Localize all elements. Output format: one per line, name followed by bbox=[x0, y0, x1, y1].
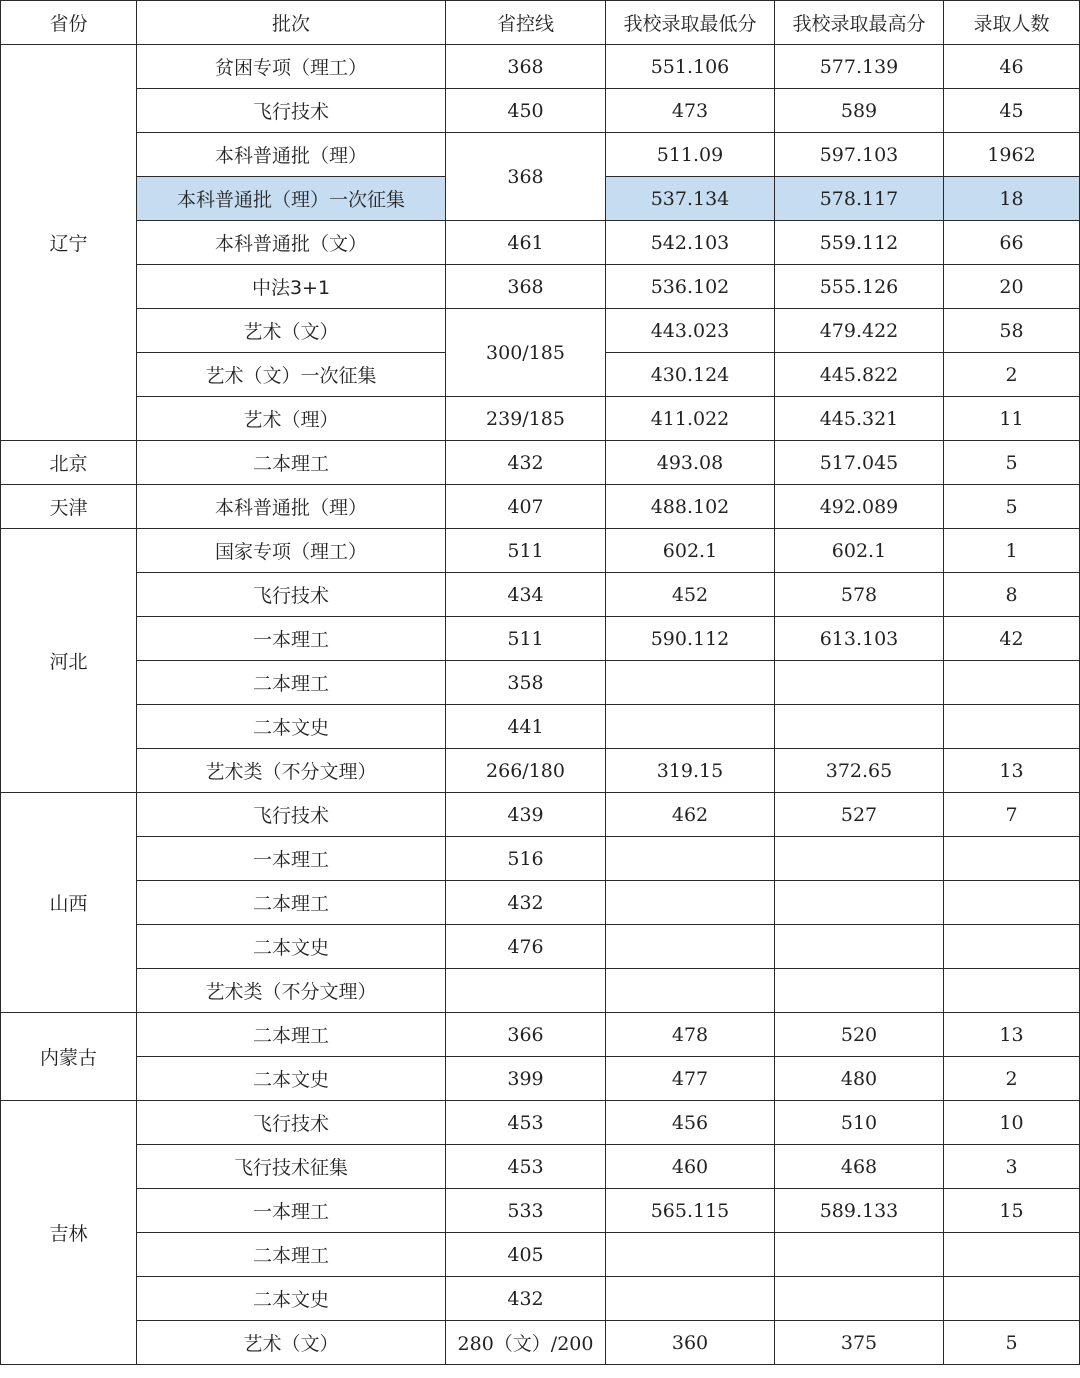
count-cell: 8 bbox=[944, 573, 1080, 617]
batch-cell: 一本理工 bbox=[137, 837, 446, 881]
table-row bbox=[1, 89, 1080, 133]
control-line-cell: 453 bbox=[446, 1101, 606, 1145]
max-score-cell: 578.117 bbox=[775, 177, 944, 221]
count-cell: 42 bbox=[944, 617, 1080, 661]
control-line-cell: 432 bbox=[446, 1277, 606, 1321]
max-score-cell: 445.822 bbox=[775, 353, 944, 397]
batch-cell: 艺术（文） bbox=[137, 1321, 446, 1365]
count-cell: 11 bbox=[944, 397, 1080, 441]
table-row bbox=[1, 1189, 1080, 1233]
table-row bbox=[1, 573, 1080, 617]
batch-cell: 本科普通批（理） bbox=[137, 133, 446, 177]
min-score-cell: 511.09 bbox=[606, 133, 775, 177]
header-row bbox=[1, 1, 1080, 45]
province-cell-neimenggu: 内蒙古 bbox=[1, 1013, 137, 1101]
table-row bbox=[1, 881, 1080, 925]
max-score-cell bbox=[775, 969, 944, 1013]
batch-cell: 二本文史 bbox=[137, 1057, 446, 1101]
max-score-cell: 480 bbox=[775, 1057, 944, 1101]
batch-cell: 国家专项（理工） bbox=[137, 529, 446, 573]
batch-cell: 飞行技术 bbox=[137, 793, 446, 837]
batch-cell: 本科普通批（理）一次征集 bbox=[137, 177, 446, 221]
control-line-cell: 432 bbox=[446, 441, 606, 485]
count-cell bbox=[944, 705, 1080, 749]
min-score-cell: 536.102 bbox=[606, 265, 775, 309]
count-cell: 18 bbox=[944, 177, 1080, 221]
count-cell bbox=[944, 1233, 1080, 1277]
control-line-cell: 280（文）/200 bbox=[446, 1321, 606, 1365]
control-line-cell: 366 bbox=[446, 1013, 606, 1057]
batch-cell: 二本文史 bbox=[137, 705, 446, 749]
max-score-cell: 492.089 bbox=[775, 485, 944, 529]
min-score-cell: 602.1 bbox=[606, 529, 775, 573]
count-cell: 10 bbox=[944, 1101, 1080, 1145]
table-row bbox=[1, 529, 1080, 573]
table-row bbox=[1, 617, 1080, 661]
min-score-cell: 551.106 bbox=[606, 45, 775, 89]
max-score-cell bbox=[775, 705, 944, 749]
province-cell-liaoning: 辽宁 bbox=[1, 45, 137, 441]
count-cell: 66 bbox=[944, 221, 1080, 265]
count-cell: 5 bbox=[944, 1321, 1080, 1365]
min-score-cell bbox=[606, 661, 775, 705]
control-line-cell: 368 bbox=[446, 133, 606, 221]
control-line-cell: 511 bbox=[446, 529, 606, 573]
max-score-cell: 589 bbox=[775, 89, 944, 133]
min-score-cell: 477 bbox=[606, 1057, 775, 1101]
province-cell-shanxi: 山西 bbox=[1, 793, 137, 1013]
max-score-cell: 375 bbox=[775, 1321, 944, 1365]
header-min-score: 我校录取最低分 bbox=[606, 1, 775, 45]
max-score-cell: 559.112 bbox=[775, 221, 944, 265]
max-score-cell bbox=[775, 837, 944, 881]
control-line-cell: 511 bbox=[446, 617, 606, 661]
min-score-cell: 542.103 bbox=[606, 221, 775, 265]
batch-cell: 二本理工 bbox=[137, 441, 446, 485]
table-row bbox=[1, 397, 1080, 441]
province-cell-tianjin: 天津 bbox=[1, 485, 137, 529]
min-score-cell: 360 bbox=[606, 1321, 775, 1365]
batch-cell: 二本理工 bbox=[137, 881, 446, 925]
control-line-cell: 476 bbox=[446, 925, 606, 969]
min-score-cell: 493.08 bbox=[606, 441, 775, 485]
control-line-cell bbox=[446, 969, 606, 1013]
count-cell: 3 bbox=[944, 1145, 1080, 1189]
min-score-cell: 478 bbox=[606, 1013, 775, 1057]
count-cell: 1962 bbox=[944, 133, 1080, 177]
min-score-cell bbox=[606, 925, 775, 969]
control-line-cell: 407 bbox=[446, 485, 606, 529]
count-cell: 58 bbox=[944, 309, 1080, 353]
table-row bbox=[1, 265, 1080, 309]
max-score-cell: 520 bbox=[775, 1013, 944, 1057]
table-row bbox=[1, 133, 1080, 177]
control-line-cell: 450 bbox=[446, 89, 606, 133]
batch-cell: 二本理工 bbox=[137, 1013, 446, 1057]
province-cell-beijing: 北京 bbox=[1, 441, 137, 485]
control-line-cell: 300/185 bbox=[446, 309, 606, 397]
count-cell: 45 bbox=[944, 89, 1080, 133]
table-row bbox=[1, 969, 1080, 1013]
control-line-cell: 434 bbox=[446, 573, 606, 617]
table-row bbox=[1, 1057, 1080, 1101]
count-cell: 15 bbox=[944, 1189, 1080, 1233]
table-row bbox=[1, 1321, 1080, 1365]
table-row bbox=[1, 1145, 1080, 1189]
batch-cell: 本科普通批（理） bbox=[137, 485, 446, 529]
province-cell-jilin: 吉林 bbox=[1, 1101, 137, 1365]
max-score-cell: 517.045 bbox=[775, 441, 944, 485]
max-score-cell: 468 bbox=[775, 1145, 944, 1189]
table-row bbox=[1, 45, 1080, 89]
max-score-cell: 527 bbox=[775, 793, 944, 837]
table-row bbox=[1, 925, 1080, 969]
max-score-cell: 602.1 bbox=[775, 529, 944, 573]
batch-cell: 艺术类（不分文理） bbox=[137, 969, 446, 1013]
table-row bbox=[1, 1277, 1080, 1321]
batch-cell: 本科普通批（文） bbox=[137, 221, 446, 265]
count-cell: 5 bbox=[944, 485, 1080, 529]
batch-cell: 二本理工 bbox=[137, 1233, 446, 1277]
max-score-cell: 372.65 bbox=[775, 749, 944, 793]
count-cell bbox=[944, 1277, 1080, 1321]
min-score-cell: 473 bbox=[606, 89, 775, 133]
min-score-cell: 460 bbox=[606, 1145, 775, 1189]
batch-cell: 艺术（文） bbox=[137, 309, 446, 353]
control-line-cell: 439 bbox=[446, 793, 606, 837]
max-score-cell: 597.103 bbox=[775, 133, 944, 177]
min-score-cell bbox=[606, 837, 775, 881]
table-row bbox=[1, 1101, 1080, 1145]
control-line-cell: 441 bbox=[446, 705, 606, 749]
control-line-cell: 358 bbox=[446, 661, 606, 705]
max-score-cell: 479.422 bbox=[775, 309, 944, 353]
control-line-cell: 533 bbox=[446, 1189, 606, 1233]
control-line-cell: 399 bbox=[446, 1057, 606, 1101]
count-cell bbox=[944, 881, 1080, 925]
table-row bbox=[1, 793, 1080, 837]
batch-cell: 中法3+1 bbox=[137, 265, 446, 309]
header-control-line: 省控线 bbox=[446, 1, 606, 45]
batch-cell: 飞行技术征集 bbox=[137, 1145, 446, 1189]
batch-cell: 二本理工 bbox=[137, 661, 446, 705]
control-line-cell: 368 bbox=[446, 265, 606, 309]
min-score-cell: 430.124 bbox=[606, 353, 775, 397]
min-score-cell: 452 bbox=[606, 573, 775, 617]
max-score-cell bbox=[775, 1233, 944, 1277]
batch-cell: 飞行技术 bbox=[137, 89, 446, 133]
min-score-cell: 443.023 bbox=[606, 309, 775, 353]
count-cell: 20 bbox=[944, 265, 1080, 309]
table-row bbox=[1, 309, 1080, 353]
batch-cell: 二本文史 bbox=[137, 1277, 446, 1321]
header-province: 省份 bbox=[1, 1, 137, 45]
control-line-cell: 266/180 bbox=[446, 749, 606, 793]
control-line-cell: 461 bbox=[446, 221, 606, 265]
batch-cell: 艺术类（不分文理） bbox=[137, 749, 446, 793]
table-row bbox=[1, 705, 1080, 749]
min-score-cell: 537.134 bbox=[606, 177, 775, 221]
max-score-cell: 445.321 bbox=[775, 397, 944, 441]
batch-cell: 艺术（文）一次征集 bbox=[137, 353, 446, 397]
batch-cell: 贫困专项（理工） bbox=[137, 45, 446, 89]
max-score-cell: 555.126 bbox=[775, 265, 944, 309]
min-score-cell: 590.112 bbox=[606, 617, 775, 661]
min-score-cell bbox=[606, 705, 775, 749]
table-row bbox=[1, 1233, 1080, 1277]
count-cell: 7 bbox=[944, 793, 1080, 837]
min-score-cell: 462 bbox=[606, 793, 775, 837]
min-score-cell: 456 bbox=[606, 1101, 775, 1145]
min-score-cell: 565.115 bbox=[606, 1189, 775, 1233]
max-score-cell bbox=[775, 881, 944, 925]
batch-cell: 艺术（理） bbox=[137, 397, 446, 441]
count-cell: 2 bbox=[944, 1057, 1080, 1101]
header-count: 录取人数 bbox=[944, 1, 1080, 45]
table-row bbox=[1, 837, 1080, 881]
batch-cell: 一本理工 bbox=[137, 1189, 446, 1233]
min-score-cell bbox=[606, 881, 775, 925]
min-score-cell: 488.102 bbox=[606, 485, 775, 529]
province-cell-hebei: 河北 bbox=[1, 529, 137, 793]
count-cell bbox=[944, 925, 1080, 969]
table-row bbox=[1, 749, 1080, 793]
table-row bbox=[1, 485, 1080, 529]
control-line-cell: 453 bbox=[446, 1145, 606, 1189]
count-cell: 46 bbox=[944, 45, 1080, 89]
table-row bbox=[1, 1013, 1080, 1057]
control-line-cell: 432 bbox=[446, 881, 606, 925]
table-row bbox=[1, 441, 1080, 485]
control-line-cell: 239/185 bbox=[446, 397, 606, 441]
count-cell: 13 bbox=[944, 1013, 1080, 1057]
count-cell bbox=[944, 661, 1080, 705]
control-line-cell: 405 bbox=[446, 1233, 606, 1277]
max-score-cell: 510 bbox=[775, 1101, 944, 1145]
control-line-cell: 516 bbox=[446, 837, 606, 881]
batch-cell: 一本理工 bbox=[137, 617, 446, 661]
count-cell bbox=[944, 969, 1080, 1013]
header-max-score: 我校录取最高分 bbox=[775, 1, 944, 45]
count-cell: 1 bbox=[944, 529, 1080, 573]
max-score-cell bbox=[775, 1277, 944, 1321]
count-cell: 13 bbox=[944, 749, 1080, 793]
min-score-cell bbox=[606, 969, 775, 1013]
header-batch: 批次 bbox=[137, 1, 446, 45]
batch-cell: 飞行技术 bbox=[137, 573, 446, 617]
max-score-cell: 578 bbox=[775, 573, 944, 617]
min-score-cell: 411.022 bbox=[606, 397, 775, 441]
table-row bbox=[1, 661, 1080, 705]
min-score-cell bbox=[606, 1233, 775, 1277]
min-score-cell bbox=[606, 1277, 775, 1321]
max-score-cell bbox=[775, 925, 944, 969]
count-cell bbox=[944, 837, 1080, 881]
max-score-cell: 589.133 bbox=[775, 1189, 944, 1233]
max-score-cell: 613.103 bbox=[775, 617, 944, 661]
max-score-cell bbox=[775, 661, 944, 705]
batch-cell: 飞行技术 bbox=[137, 1101, 446, 1145]
min-score-cell: 319.15 bbox=[606, 749, 775, 793]
max-score-cell: 577.139 bbox=[775, 45, 944, 89]
count-cell: 2 bbox=[944, 353, 1080, 397]
control-line-cell: 368 bbox=[446, 45, 606, 89]
table-row bbox=[1, 221, 1080, 265]
count-cell: 5 bbox=[944, 441, 1080, 485]
batch-cell: 二本文史 bbox=[137, 925, 446, 969]
